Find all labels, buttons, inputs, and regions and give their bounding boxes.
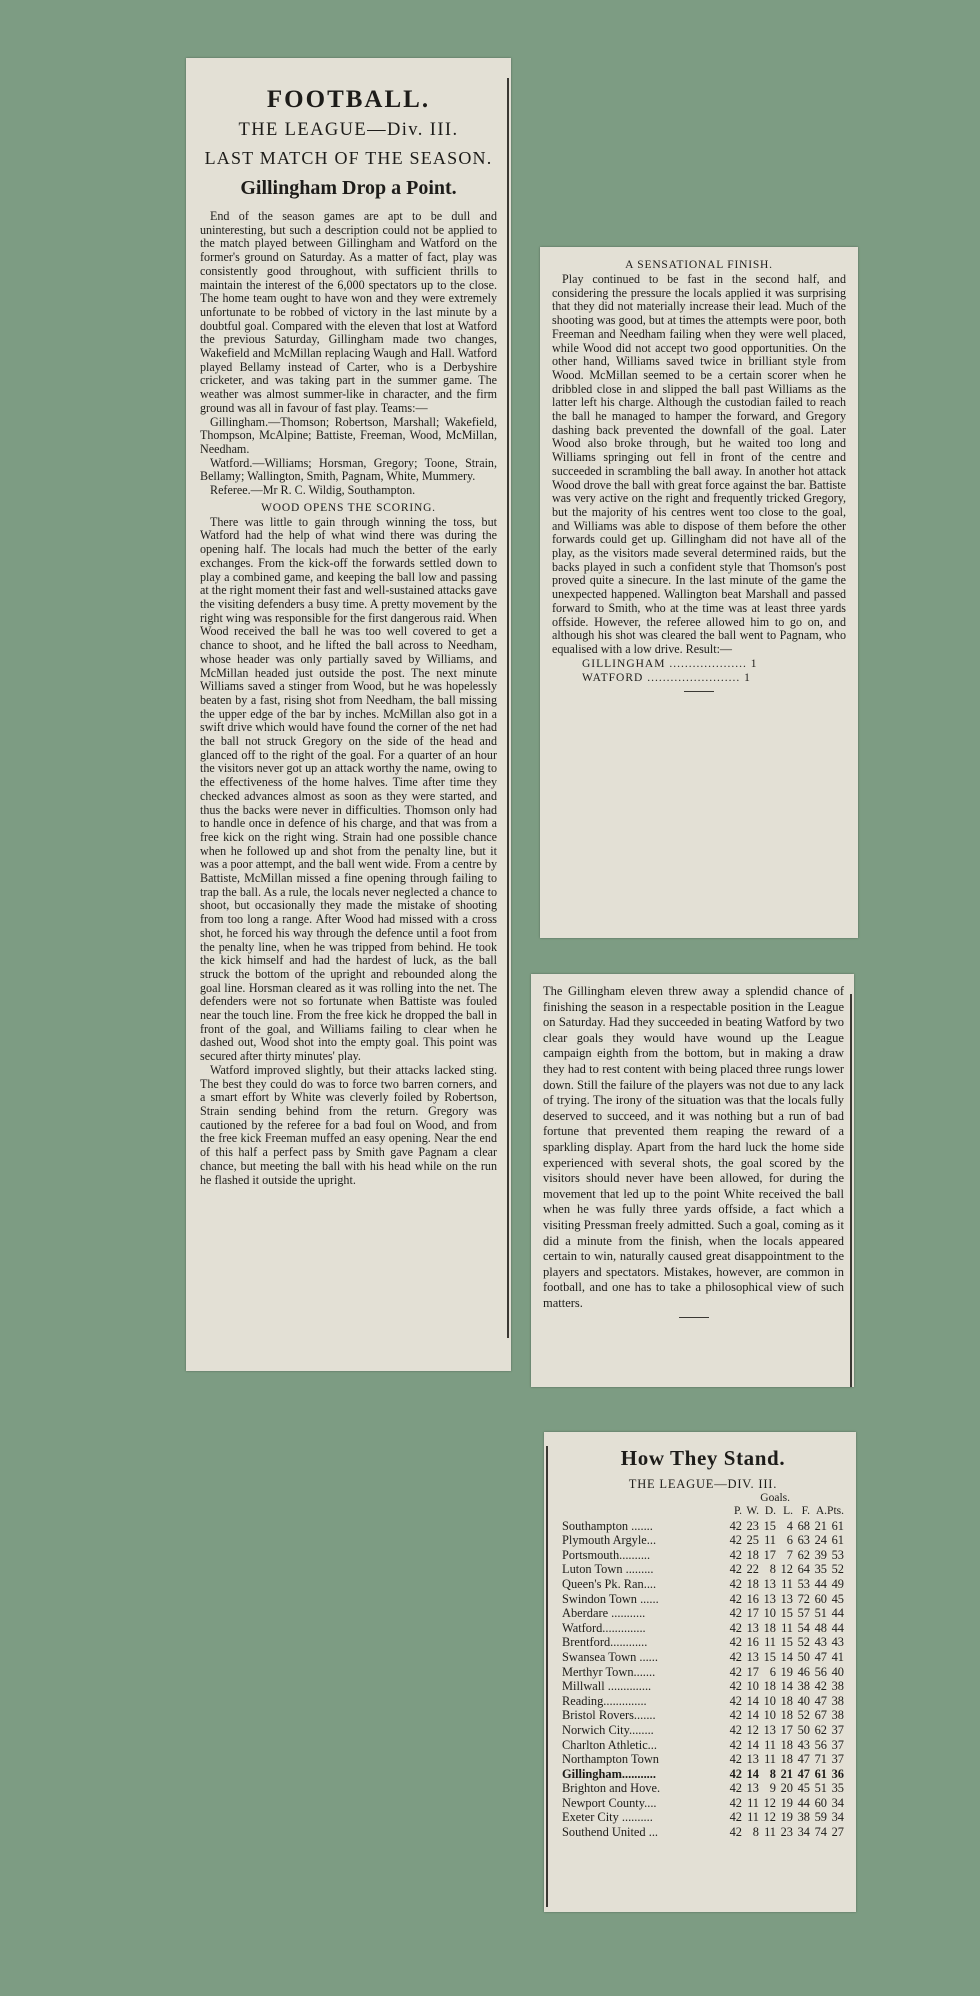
cell-team: Southampton .......	[562, 1518, 653, 1533]
cell-d: 13	[763, 1591, 776, 1606]
table-row	[562, 1723, 844, 1738]
cell-a: 47	[814, 1649, 827, 1664]
cell-l: 15	[780, 1635, 793, 1650]
cell-w: 14	[746, 1708, 759, 1723]
watford-team: Watford.—Williams; Horsman, Gregory; Toone, Strain, Bellamy; Wallington, Smith, Pagnam, White, Mummery.	[200, 455, 497, 484]
cell-p: 42	[729, 1562, 742, 1577]
subhead-sensational-finish: A SENSATIONAL FINISH.	[625, 259, 773, 271]
cell-team: Gillingham...........	[562, 1766, 656, 1781]
table-row	[562, 1635, 844, 1650]
cell-team: Merthyr Town.......	[562, 1664, 656, 1679]
cell-pts: 37	[831, 1737, 844, 1752]
cell-d: 15	[763, 1649, 776, 1664]
cell-team: Portsmouth..........	[562, 1547, 651, 1562]
cell-f: 40	[797, 1693, 810, 1708]
cell-team: Charlton Athletic...	[562, 1737, 657, 1752]
cell-pts: 53	[831, 1547, 844, 1562]
result-line-home	[582, 657, 846, 671]
table-row	[562, 1810, 844, 1825]
cell-d: 15	[763, 1518, 776, 1533]
cell-f: 54	[797, 1620, 810, 1635]
cell-w: 23	[746, 1518, 759, 1533]
cell-pts: 38	[831, 1693, 844, 1708]
cell-f: 68	[797, 1518, 810, 1533]
cell-team: Plymouth Argyle...	[562, 1533, 657, 1548]
subhead-wood-scoring: WOOD OPENS THE SCORING.	[261, 501, 436, 514]
cell-w: 25	[746, 1533, 759, 1548]
cell-f: 64	[797, 1562, 810, 1577]
cell-a: 39	[814, 1547, 827, 1562]
cell-p: 42	[729, 1766, 742, 1781]
cell-team: Exeter City ..........	[562, 1810, 653, 1825]
main-article-text	[200, 210, 497, 1187]
cell-a: 56	[814, 1664, 827, 1679]
header-p: P.	[734, 1505, 742, 1517]
cell-w: 13	[746, 1752, 759, 1767]
cell-d: 12	[763, 1795, 776, 1810]
table-header	[562, 1504, 844, 1519]
cell-p: 42	[729, 1576, 742, 1591]
table-container	[552, 1446, 844, 1840]
commentary-clipping	[531, 974, 854, 1387]
cell-f: 38	[797, 1679, 810, 1694]
cell-w: 16	[746, 1591, 759, 1606]
cell-pts: 61	[831, 1533, 844, 1548]
table-row	[562, 1665, 844, 1680]
cell-team: Brentford............	[562, 1635, 648, 1650]
cell-f: 43	[797, 1737, 810, 1752]
result-line-away	[582, 671, 846, 685]
cell-d: 12	[763, 1810, 776, 1825]
cell-p: 42	[729, 1708, 742, 1723]
finish-body: Play continued to be fast in the second half, and considering the pressure the locals applied it was surprising that they did not materially increase their lead. Much of the shooting was good, but at times the attempts were poor, both Freeman and Needham failing when they were well placed, while Wood did not accept two good opportunities. On the other hand, Williams saved twice in brilliant style from Wood. McMillan seemed to be a certain scorer when he dribbled close in and slipped the ball past Williams as the latter left his charge. Although the custodian failed to reach the ball he managed to hamper the forward, and Gregory dashing back prevented the downfall of the goal. Later Wood also broke through, but he waited too long and Williams springing out fell in front of the centre and succeeded in scrambling the ball away. In another hot attack Wood drove the ball with great force against the bar. Battiste was very active on the right and frequently tricked Gregory, but the majority of his centres went too close to the goal, and Williams was able to dispose of them before the other forwards could get up. Gillingham did not have all of the play, as the visitors made several determined raids, but the backs played in such a confident style that Thomson's post proved quite a sinecure. In the last minute of the game the unexpected happened. Wallington beat Marshall and passed forward to Smith, who at the time was at least three yards offside. However, the referee allowed him to go on, and although his shot was cleared the ball went to Pagnam, who equalised with a low drive. Result:—	[552, 272, 846, 656]
cell-w: 14	[746, 1766, 759, 1781]
cell-p: 42	[729, 1810, 742, 1825]
cell-team: Norwich City........	[562, 1722, 654, 1737]
cell-a: 47	[814, 1693, 827, 1708]
table-row	[562, 1767, 844, 1782]
cell-w: 11	[747, 1795, 759, 1810]
header-w: W.	[746, 1505, 759, 1517]
table-row	[562, 1796, 844, 1811]
cell-team: Luton Town .........	[562, 1562, 654, 1577]
article-intro: End of the season games are apt to be dull and uninteresting, but such a description could not be applied to the match played between Gillingham and Watford on the former's ground on Saturday. As a matter of fact, play was consistently good throughout, with sufficient thrills to maintain the interest of the 6,000 spectators up to the close. The home team ought to have won and they were extremely unfortunate to be robbed of victory in the last minute by a doubtful goal. Compared with the eleven that lost at Watford the previous Saturday, Gillingham made two changes, Wakefield and McMillan replacing Waugh and Hall. Watford played Bellamy instead of Carter, who is a Derbyshire cricketer, and was taking part in the summer game. The weather was almost summer-like in character, and the firm ground was all in favour of fast play. Teams:—	[200, 209, 497, 415]
cell-w: 10	[746, 1679, 759, 1694]
column-rule	[507, 78, 509, 1338]
cell-team: Brighton and Hove.	[562, 1781, 661, 1796]
cell-w: 14	[746, 1693, 759, 1708]
header-d: D.	[764, 1505, 776, 1517]
table-row	[562, 1548, 844, 1563]
cell-d: 18	[763, 1679, 776, 1694]
cell-team: Aberdare ...........	[562, 1606, 646, 1621]
commentary-body: The Gillingham eleven threw away a splendid chance of finishing the season in a respectable position in the League on Saturday. Had they succeeded in beating Watford by two clear goals they would have wound up the League campaign eighth from the bottom, but in making a draw they had to rest content with being placed three rungs lower down. Still the failure of the players was not due to any lack of trying. The irony of the situation was that the locals fully deserved to succeed, and it was nothing but a run of bad fortune that prevented them reaping the reward of a sparkling display. Apart from the hard luck the home side experienced with several shots, the goal scored by the visitors should never have been allowed, for during the movement that led up to the point White received the ball when he was fully three yards offside, a fact which a visiting Pressman freely admitted. Such a goal, coming as it did a minute from the finish, when the locals appeared certain to win, naturally caused great disappointment to the players and spectators. Mistakes, however, are common in football, and one has to take a philosophical view of such matters.	[543, 984, 844, 1310]
cell-pts: 40	[831, 1664, 844, 1679]
cell-l: 18	[780, 1708, 793, 1723]
cell-l: 11	[781, 1620, 793, 1635]
table-row	[562, 1781, 844, 1796]
cell-w: 22	[746, 1562, 759, 1577]
header-a: A.	[815, 1505, 827, 1517]
cell-a: 51	[814, 1781, 827, 1796]
cell-f: 46	[797, 1664, 810, 1679]
cell-a: 44	[814, 1576, 827, 1591]
cell-f: 50	[797, 1722, 810, 1737]
cell-d: 11	[764, 1533, 776, 1548]
cell-d: 6	[769, 1664, 776, 1679]
cell-f: 62	[797, 1547, 810, 1562]
cell-team: Swansea Town ......	[562, 1649, 658, 1664]
cell-w: 13	[746, 1781, 759, 1796]
cell-l: 17	[780, 1722, 793, 1737]
result-block	[552, 657, 846, 692]
cell-f: 63	[797, 1533, 810, 1548]
cell-a: 24	[814, 1533, 827, 1548]
cell-team: Swindon Town ......	[562, 1591, 659, 1606]
cell-w: 17	[746, 1664, 759, 1679]
league-table-body	[562, 1519, 844, 1840]
cell-l: 20	[780, 1781, 793, 1796]
cell-pts: 34	[831, 1795, 844, 1810]
cell-a: 43	[814, 1635, 827, 1650]
cell-w: 8	[752, 1825, 759, 1840]
cell-a: 71	[814, 1752, 827, 1767]
league-table	[562, 1504, 844, 1840]
cell-pts: 61	[831, 1518, 844, 1533]
cell-l: 18	[780, 1737, 793, 1752]
result-team: WATFORD	[582, 671, 644, 684]
cell-a: 59	[814, 1810, 827, 1825]
cell-l: 18	[780, 1693, 793, 1708]
headline-football: FOOTBALL.	[266, 86, 431, 113]
table-row	[562, 1592, 844, 1607]
cell-d: 10	[763, 1708, 776, 1723]
table-row	[562, 1752, 844, 1767]
cell-pts: 44	[831, 1620, 844, 1635]
cell-w: 13	[746, 1649, 759, 1664]
cell-f: 34	[797, 1825, 810, 1840]
cell-pts: 49	[831, 1576, 844, 1591]
cell-p: 42	[729, 1737, 742, 1752]
cell-l: 13	[780, 1591, 793, 1606]
cell-pts: 41	[831, 1649, 844, 1664]
finish-article-clipping	[540, 247, 858, 938]
cell-pts: 27	[831, 1825, 844, 1840]
header-pts: Pts.	[827, 1505, 844, 1517]
header-team	[562, 1504, 725, 1519]
cell-l: 7	[786, 1547, 793, 1562]
cell-d: 8	[769, 1562, 776, 1577]
cell-pts: 52	[831, 1562, 844, 1577]
cell-a: 51	[814, 1606, 827, 1621]
cell-p: 42	[729, 1781, 742, 1796]
cell-pts: 45	[831, 1591, 844, 1606]
cell-a: 35	[814, 1562, 827, 1577]
cell-team: Queen's Pk. Ran....	[562, 1576, 657, 1591]
cell-d: 11	[764, 1737, 776, 1752]
cell-l: 23	[780, 1825, 793, 1840]
cell-l: 19	[780, 1664, 793, 1679]
cell-pts: 37	[831, 1722, 844, 1737]
cell-pts: 37	[831, 1752, 844, 1767]
cell-l: 18	[780, 1752, 793, 1767]
cell-d: 9	[769, 1781, 776, 1796]
cell-l: 15	[780, 1606, 793, 1621]
goals-label: Goals.	[760, 1492, 790, 1504]
table-row	[562, 1577, 844, 1592]
cell-d: 11	[764, 1635, 776, 1650]
main-article-clipping	[186, 58, 511, 1371]
finish-article-text	[552, 273, 846, 657]
cell-team: Watford..............	[562, 1620, 646, 1635]
commentary-text	[543, 984, 844, 1311]
cell-p: 42	[729, 1664, 742, 1679]
table-row	[562, 1533, 844, 1548]
cell-l: 14	[780, 1679, 793, 1694]
cell-a: 42	[814, 1679, 827, 1694]
cell-p: 42	[729, 1635, 742, 1650]
cell-d: 13	[763, 1576, 776, 1591]
cell-d: 11	[764, 1752, 776, 1767]
cell-d: 11	[764, 1825, 776, 1840]
cell-d: 10	[763, 1606, 776, 1621]
cell-l: 12	[780, 1562, 793, 1577]
cell-f: 52	[797, 1708, 810, 1723]
article-body-2: Watford improved slightly, but their attacks lacked sting. The best they could do was to force two barren corners, and a smart effort by White was cleverly foiled by Robertson, Strain sending behind from the return. Gregory was cautioned by the referee for a bad foul on Wood, and from the free kick Freeman muffed an easy opening. Near the end of this half a perfect pass by Smith gave Pagnam a clear chance, but meeting the ball with his head while on the run he flashed it outside the upright.	[200, 1062, 497, 1187]
result-team: GILLINGHAM	[582, 657, 666, 670]
cell-f: 38	[797, 1810, 810, 1825]
cell-p: 42	[729, 1752, 742, 1767]
cell-f: 52	[797, 1635, 810, 1650]
cell-pts: 43	[831, 1635, 844, 1650]
cell-f: 44	[797, 1795, 810, 1810]
cell-team: Newport County....	[562, 1795, 657, 1810]
cell-w: 17	[746, 1606, 759, 1621]
cell-team: Millwall ..............	[562, 1679, 652, 1694]
cell-l: 4	[786, 1518, 793, 1533]
cell-team: Reading..............	[562, 1693, 647, 1708]
cell-a: 62	[814, 1722, 827, 1737]
table-row	[562, 1825, 844, 1840]
header-l: L.	[783, 1505, 793, 1517]
cell-p: 42	[729, 1620, 742, 1635]
cell-p: 42	[729, 1591, 742, 1606]
table-row	[562, 1694, 844, 1709]
cell-pts: 34	[831, 1810, 844, 1825]
cell-a: 60	[814, 1795, 827, 1810]
gillingham-team: Gillingham.—Thomson; Robertson, Marshall; Wakefield, Thompson, McAlpine; Battiste, Freeman, Wood, McMillan, Needham.	[200, 414, 497, 456]
cell-l: 19	[780, 1795, 793, 1810]
cell-f: 45	[797, 1781, 810, 1796]
cell-a: 48	[814, 1620, 827, 1635]
cell-w: 13	[746, 1620, 759, 1635]
table-row	[562, 1519, 844, 1534]
cell-pts: 38	[831, 1708, 844, 1723]
table-row	[562, 1679, 844, 1694]
cell-a: 21	[814, 1518, 827, 1533]
cell-d: 10	[763, 1693, 776, 1708]
divider	[679, 1317, 709, 1318]
cell-p: 42	[729, 1533, 742, 1548]
cell-f: 47	[797, 1752, 810, 1767]
cell-pts: 38	[831, 1679, 844, 1694]
article-body: There was little to gain through winning the toss, but Watford had the help of what wind there was during the opening half. The locals had much the better of the early exchanges. From the kick-off the forwards settled down to play a combined game, and keeping the ball low and passing at the right moment their fast and well-sustained attacks gave the visiting defenders a busy time. A pretty movement by the right wing was responsible for the first dangerous raid. When Wood received the ball he was too well covered to get a chance to shoot, and he lifted the ball across to Needham, whose header was only partially saved by Williams, and McMillan headed just outside the post. The next minute Williams saved a stinger from Wood, but he was hopelessly beaten by a fast, rising shot from Needham, the ball missing the upper edge of the bar by inches. McMillan also got in a swift drive which would have found the corner of the net had the ball not struck Gregory on the side of the head and glanced off to the right of the goal. For a quarter of an hour the visitors never got up an attack worthy the name, owing to the effectiveness of the home halves. Time after time they checked advances almost as soon as they were started, and thus the backs were never in difficulties. Thomson only had to handle once in defence of his charge, and that was from a free kick on the right wing. Strain had one possible chance when he followed up and shot from the penalty line, but it was a poor attempt, and the ball went wide. From a centre by Battiste, McMillan missed a fine opening through failing to trap the ball. As a rule, the locals never neglected a chance to shoot, but occasionally they made the mistake of shooting from too long a range. After Wood had missed with a cross shot, he forced his way through the defence until a foot from the penalty line, when he was tripped from behind. He took the kick himself and had the hardest of luck, as the ball struck the bottom of the upright and rebounded along the goal line. Horsman cleared as it was rolling into the net. The defenders were not so fortunate when Battiste was fouled near the touch line. From the free kick he dropped the ball in front of the goal, and Williams failing to clear when he dashed out, Wood shot into the empty goal. This point was secured after thirty minutes' play.	[200, 514, 497, 1064]
table-row	[562, 1621, 844, 1636]
referee-line: Referee.—Mr R. C. Wildig, Southampton.	[210, 483, 416, 498]
cell-p: 42	[729, 1795, 742, 1810]
cell-l: 14	[780, 1649, 793, 1664]
cell-team: Southend United ...	[562, 1825, 659, 1840]
table-row	[562, 1650, 844, 1665]
table-row	[562, 1562, 844, 1577]
cell-a: 74	[814, 1825, 827, 1840]
headline-last-match: LAST MATCH OF THE SEASON.	[204, 148, 493, 168]
headline-gillingham: Gillingham Drop a Point.	[240, 177, 457, 199]
cell-p: 42	[729, 1679, 742, 1694]
cell-d: 8	[769, 1766, 776, 1781]
cell-p: 42	[729, 1606, 742, 1621]
cell-l: 6	[786, 1533, 793, 1548]
cell-l: 19	[780, 1810, 793, 1825]
result-dots: ....................	[669, 657, 747, 670]
cell-p: 42	[729, 1518, 742, 1533]
cell-d: 18	[763, 1620, 776, 1635]
column-rule	[850, 994, 852, 1387]
cell-p: 42	[729, 1547, 742, 1562]
league-table-clipping	[544, 1432, 856, 1912]
cell-p: 42	[729, 1693, 742, 1708]
cell-team: Northampton Town	[562, 1752, 659, 1767]
cell-p: 42	[729, 1649, 742, 1664]
cell-pts: 35	[831, 1781, 844, 1796]
table-row	[562, 1606, 844, 1621]
cell-w: 18	[746, 1547, 759, 1562]
divider	[684, 691, 714, 692]
cell-w: 11	[747, 1810, 759, 1825]
result-score: 1	[750, 657, 758, 670]
cell-a: 56	[814, 1737, 827, 1752]
cell-team: Bristol Rovers.......	[562, 1708, 656, 1723]
table-subtitle: THE LEAGUE—DIV. III.	[628, 1477, 778, 1491]
cell-a: 67	[814, 1708, 827, 1723]
cell-p: 42	[729, 1825, 742, 1840]
table-row	[562, 1708, 844, 1723]
cell-pts: 36	[831, 1766, 844, 1781]
cell-f: 50	[797, 1649, 810, 1664]
cell-d: 17	[763, 1547, 776, 1562]
cell-f: 53	[797, 1576, 810, 1591]
cell-w: 14	[746, 1737, 759, 1752]
headline-league: THE LEAGUE—Div. III.	[238, 120, 459, 140]
header-f: F.	[801, 1505, 810, 1517]
cell-p: 42	[729, 1722, 742, 1737]
cell-w: 18	[746, 1576, 759, 1591]
cell-f: 57	[797, 1606, 810, 1621]
result-dots: ........................	[647, 671, 741, 684]
cell-l: 11	[781, 1576, 793, 1591]
cell-f: 47	[797, 1766, 810, 1781]
table-title: How They Stand.	[620, 1446, 786, 1470]
cell-d: 13	[763, 1722, 776, 1737]
column-rule	[546, 1446, 548, 1907]
cell-a: 60	[814, 1591, 827, 1606]
cell-w: 16	[746, 1635, 759, 1650]
cell-f: 72	[797, 1591, 810, 1606]
cell-a: 61	[814, 1766, 827, 1781]
cell-l: 21	[780, 1766, 793, 1781]
table-row	[562, 1738, 844, 1753]
cell-w: 12	[746, 1722, 759, 1737]
result-score: 1	[744, 671, 751, 684]
cell-pts: 44	[831, 1606, 844, 1621]
